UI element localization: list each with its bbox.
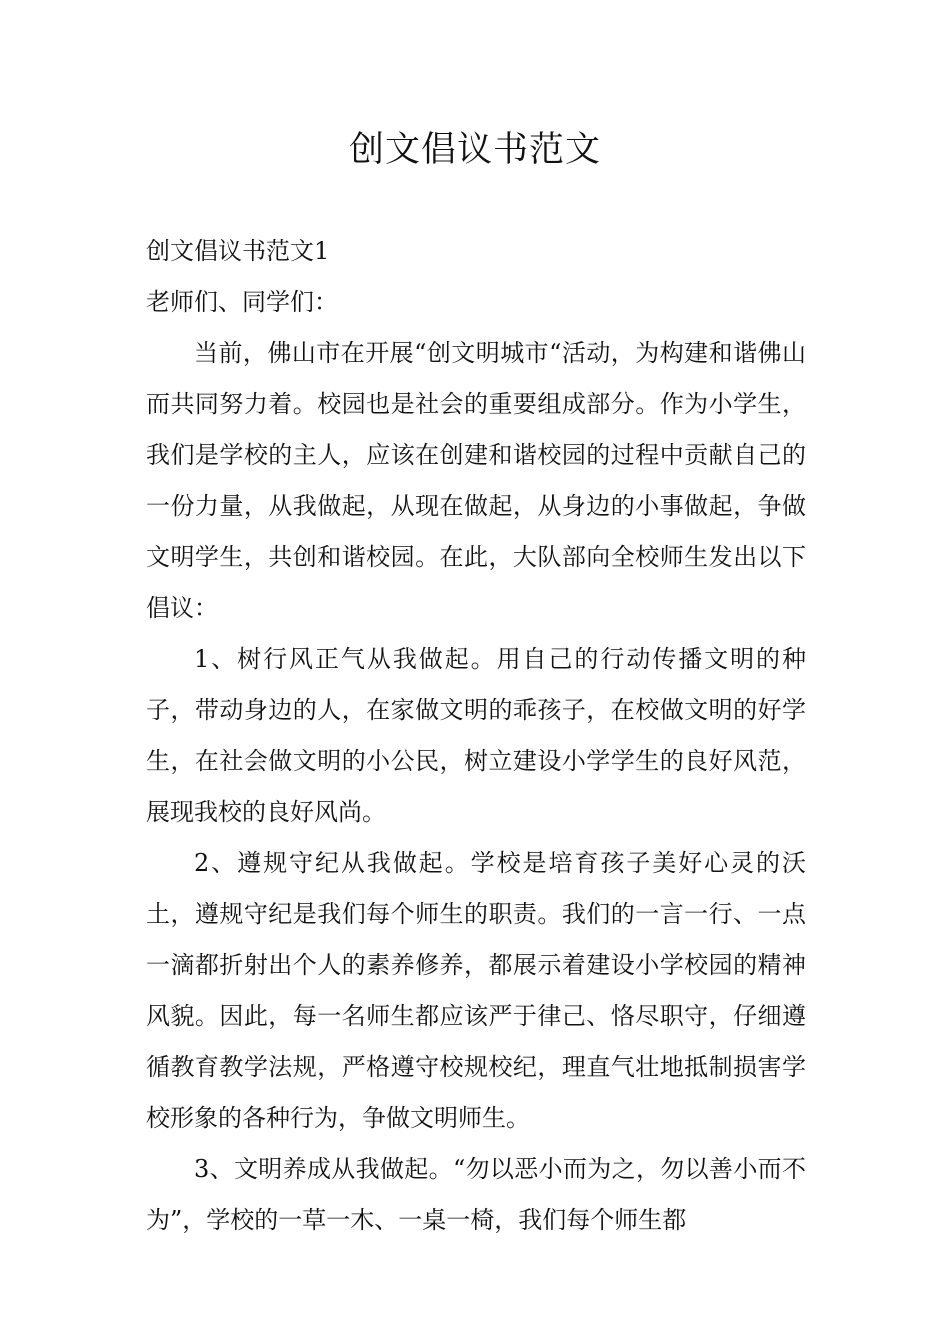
paragraph-proposal-1: 1、树行风正气从我做起。用自己的行动传播文明的种子，带动身边的人，在家做文明的乖孩子，在校做文明的好学生，在社会做文明的小公民，树立建设小学学生的良好风范，展现我校的良好风尚。 [146,645,806,826]
paragraph-proposal-2: 2、遵规守纪从我做起。学校是培育孩子美好心灵的沃土，遵规守纪是我们每个师生的职责。我们的一言一行、一点一滴都折射出个人的素养修养，都展示着建设小学校园的精神风貌。因此，每一名师生都应该严于律己、恪尽职守，仔细遵循教育教学法规，严格遵守校规校纪，理直气壮地抵制损害学校形象的各种行为，争做文明师生。 [146,849,806,1132]
section-heading: 创文倡议书范文1 [146,237,330,265]
document-title: 创文倡议书范文 [348,130,601,170]
paragraph-proposal-3: 3、文明养成从我做起。“勿以恶小而为之，勿以善小而不为”，学校的一草一木、一桌一椅，我们每个师生都 [146,1155,806,1234]
salutation: 老师们、同学们： [146,288,338,316]
document-body [146,226,806,1246]
paragraph-intro: 当前，佛山市在开展“创文明城市“活动，为构建和谐佛山而共同努力着。校园也是社会的重要组成部分。作为小学生，我们是学校的主人，应该在创建和谐校园的过程中贡献自己的一份力量，从我做起，从现在做起，从身边的小事做起，争做文明学生，共创和谐校园。在此，大队部向全校师生发出以下倡议： [146,339,806,622]
